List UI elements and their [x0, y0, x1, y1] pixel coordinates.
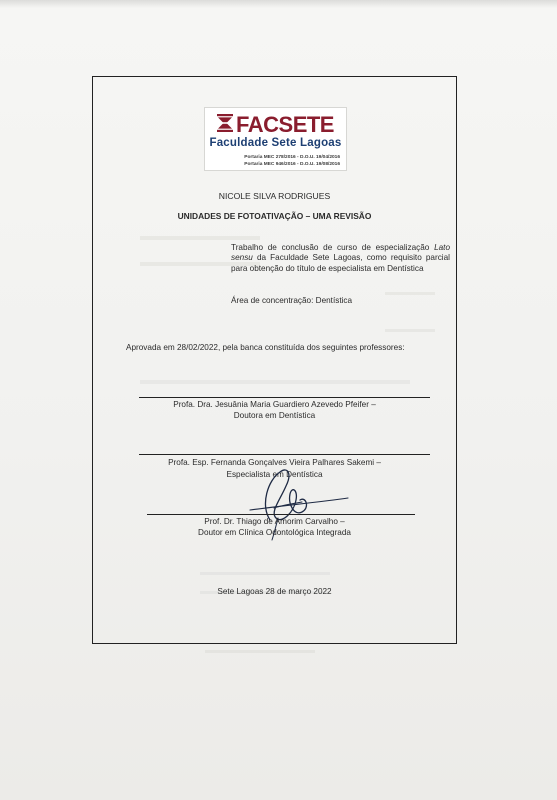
- facsete-emblem-icon: [217, 114, 233, 137]
- purpose-lato: Lato: [434, 243, 450, 252]
- signature-line-3: [147, 514, 415, 515]
- scan-edge-shadow: [0, 0, 557, 8]
- examiner-3-name: Prof. Dr. Thiago de Amorim Carvalho –: [204, 517, 345, 526]
- thesis-purpose: [231, 243, 450, 274]
- bleed-through-mark: [205, 650, 315, 653]
- approval-statement: Aprovada em 28/02/2022, pela banca constituída dos seguintes professores:: [126, 343, 405, 352]
- student-name: NICOLE SILVA RODRIGUES: [218, 191, 331, 201]
- logo-subtitle: Faculdade Sete Lagoas: [209, 137, 342, 149]
- thesis-title: UNIDADES DE FOTOATIVAÇÃO – UMA REVISÃO: [177, 211, 372, 221]
- examiner-1-name: Profa. Dra. Jesuânia Maria Guardiero Azevedo Pfeifer –: [173, 400, 376, 409]
- institution-logo: [204, 107, 347, 171]
- logo-brand-text: FACSETE: [236, 112, 334, 137]
- logo-portaria-1: Portaria MEC 278/2016 - D.O.U. 19/04/2016: [244, 155, 340, 160]
- purpose-text-1: Trabalho de conclusão de curso de especialização: [231, 243, 435, 252]
- place-and-date: Sete Lagoas 28 de março 2022: [217, 587, 332, 596]
- purpose-sensu: sensu: [231, 253, 253, 263]
- examiner-2-title: Especialista em Dentística: [226, 470, 323, 479]
- purpose-text-2: da Faculdade Sete Lagoas, como requisito parcial para obtenção do título de especialista em Dentística: [231, 253, 450, 273]
- concentration-area: Área de concentração: Dentística: [231, 296, 353, 305]
- logo-portaria-2: Portaria MEC 946/2016 - D.O.U. 19/08/2016: [244, 162, 340, 167]
- examiner-1-title: Doutora em Dentística: [233, 411, 316, 420]
- signature-line-1: [139, 397, 430, 398]
- signature-line-2: [139, 454, 430, 455]
- examiner-3-title: Doutor em Clínica Odontológica Integrada: [198, 528, 351, 537]
- examiner-2-name: Profa. Esp. Fernanda Gonçalves Vieira Palhares Sakemi –: [168, 458, 381, 467]
